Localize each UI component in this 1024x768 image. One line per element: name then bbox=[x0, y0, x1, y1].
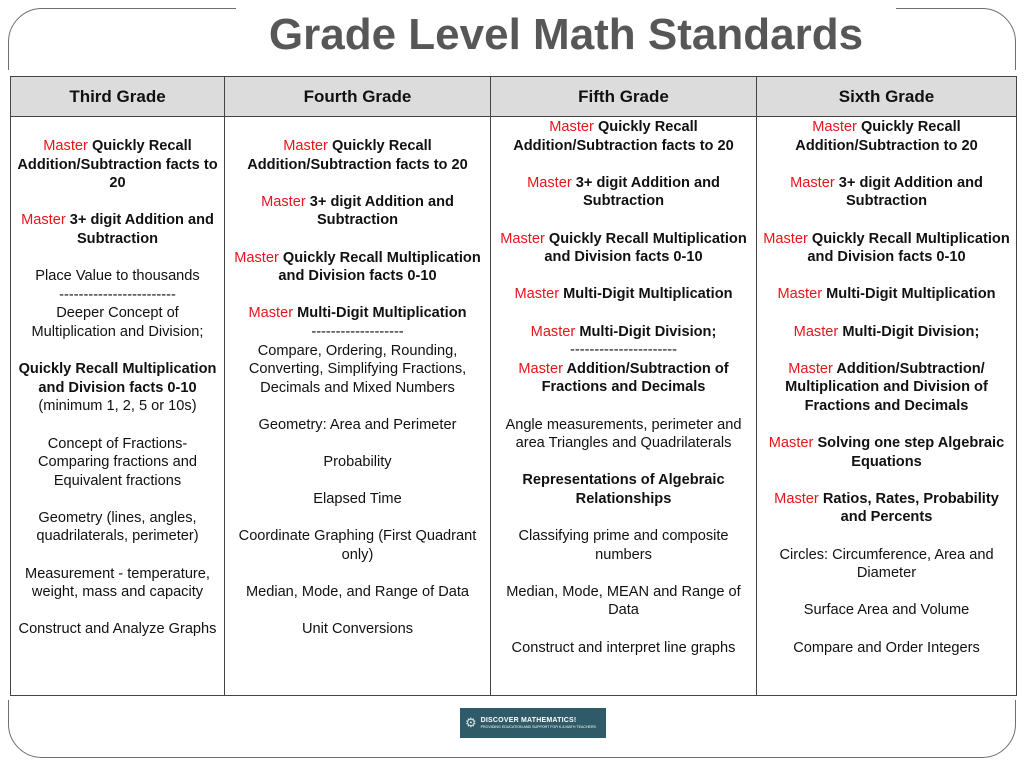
standard-text: Classifying prime and composite numbers bbox=[518, 528, 729, 563]
standard-text: Solving one step Algebraic Equations bbox=[817, 435, 1005, 470]
standards-table bbox=[10, 76, 1017, 696]
standard-item bbox=[760, 285, 1013, 304]
standard-text: Probability bbox=[323, 454, 392, 471]
standard-item bbox=[228, 453, 487, 472]
gears-icon: ⚙ bbox=[465, 715, 477, 730]
standard-text: Addition/Subtraction of Fractions and Decimals bbox=[541, 360, 729, 396]
standard-text: Ratios, Rates, Probability and Percents bbox=[822, 490, 999, 526]
page-title: Grade Level Math Standards bbox=[268, 10, 864, 59]
table-body-row bbox=[11, 117, 1017, 696]
standard-item bbox=[228, 323, 487, 342]
standard-item bbox=[228, 137, 487, 174]
standard-item bbox=[494, 639, 753, 658]
master-label: Master bbox=[763, 230, 808, 247]
master-label: Master bbox=[248, 305, 294, 322]
standard-text: Multi-Digit Multiplication bbox=[297, 305, 467, 322]
standard-item bbox=[14, 304, 221, 341]
standard-text: 3+ digit Addition and Subtraction bbox=[838, 174, 983, 210]
standard-text: Geometry (lines, angles, quadrilaterals, perimeter) bbox=[36, 509, 199, 545]
standard-text: ------------------------ bbox=[59, 286, 176, 303]
standard-item bbox=[494, 471, 753, 508]
standard-text: Deeper Concept of Multiplication and Division; bbox=[31, 305, 204, 340]
discover-mathematics-logo bbox=[460, 708, 606, 738]
standard-item bbox=[760, 601, 1013, 620]
standard-item bbox=[14, 267, 221, 286]
standard-text: Quickly Recall Multiplication and Division facts 0-10 bbox=[18, 361, 217, 396]
standard-item bbox=[760, 546, 1013, 583]
standard-item bbox=[14, 286, 221, 305]
standard-text: Angle measurements, perimeter and area Triangles and Quadrilaterals bbox=[505, 416, 742, 452]
master-label: Master bbox=[21, 212, 66, 229]
standard-text: Quickly Recall Multiplication and Division facts 0-10 bbox=[544, 230, 747, 266]
standards-list bbox=[14, 117, 221, 639]
master-label: Master bbox=[234, 249, 279, 266]
column-header: Fourth Grade bbox=[225, 77, 491, 117]
column-header: Third Grade bbox=[11, 77, 225, 117]
standard-item bbox=[760, 490, 1013, 527]
master-label: Master bbox=[790, 174, 835, 191]
master-label: Master bbox=[530, 323, 576, 340]
standard-text: Median, Mode, MEAN and Range of Data bbox=[506, 583, 741, 619]
standard-text: Quickly Recall Multiplication and Division facts 0-10 bbox=[278, 249, 481, 285]
standard-text: Surface Area and Volume bbox=[803, 602, 970, 619]
grade-column-cell bbox=[11, 117, 225, 696]
logo-name: DISCOVER MATHEMATICS! bbox=[480, 716, 577, 724]
column-header: Fifth Grade bbox=[491, 77, 757, 117]
standard-item bbox=[228, 342, 487, 398]
standard-item bbox=[494, 416, 753, 453]
standard-text: 3+ digit Addition and Subtraction bbox=[69, 212, 214, 247]
standard-item bbox=[494, 230, 753, 267]
column-header: Sixth Grade bbox=[757, 77, 1017, 117]
standard-text: Place Value to thousands bbox=[35, 268, 200, 285]
master-label: Master bbox=[527, 174, 572, 191]
standard-text: 3+ digit Addition and Subtraction bbox=[309, 193, 454, 229]
standard-item bbox=[494, 527, 753, 564]
master-label: Master bbox=[283, 138, 328, 154]
standard-text: Coordinate Graphing (First Quadrant only) bbox=[238, 528, 477, 564]
standard-item bbox=[494, 118, 753, 155]
master-label: Master bbox=[514, 286, 560, 303]
logo-text bbox=[481, 717, 596, 730]
grade-column-cell bbox=[491, 117, 757, 696]
master-label: Master bbox=[774, 490, 819, 507]
standard-text: Quickly Recall Addition/Subtraction to 20 bbox=[795, 119, 978, 154]
standard-item bbox=[14, 137, 221, 193]
standard-item bbox=[228, 620, 487, 639]
standard-text: Measurement - temperature, weight, mass and capacity bbox=[25, 565, 210, 601]
standard-text: Concept of Fractions-Comparing fractions and Equivalent fractions bbox=[38, 435, 197, 489]
standard-item bbox=[14, 620, 221, 639]
standard-text: Multi-Digit Multiplication bbox=[826, 286, 996, 303]
master-label: Master bbox=[788, 360, 833, 377]
standard-item bbox=[228, 249, 487, 286]
grade-column-cell bbox=[757, 117, 1017, 696]
standard-item bbox=[228, 304, 487, 323]
grade-column-cell bbox=[225, 117, 491, 696]
standard-text: Multi-Digit Division; bbox=[579, 323, 717, 340]
standard-item bbox=[494, 174, 753, 211]
master-label: Master bbox=[261, 193, 306, 210]
standard-item bbox=[228, 193, 487, 230]
standard-item bbox=[228, 527, 487, 564]
standard-text: Circles: Circumference, Area and Diameter bbox=[779, 546, 994, 582]
standard-text: Unit Conversions bbox=[301, 621, 414, 638]
standard-item bbox=[14, 509, 221, 546]
master-label: Master bbox=[777, 286, 823, 303]
standard-item bbox=[14, 397, 221, 416]
standards-list bbox=[760, 117, 1013, 657]
standard-item bbox=[14, 360, 221, 397]
standard-item bbox=[14, 435, 221, 491]
standard-text: Quickly Recall Addition/Subtraction facts to 20 bbox=[17, 138, 218, 192]
standard-text: Quickly Recall Addition/Subtraction facts to 20 bbox=[513, 119, 734, 154]
standard-text: ------------------- bbox=[311, 323, 404, 340]
standard-text: Quickly Recall Multiplication and Division facts 0-10 bbox=[807, 230, 1010, 266]
standard-text: (minimum 1, 2, 5 or 10s) bbox=[38, 398, 197, 415]
standard-text: Multi-Digit Division; bbox=[842, 323, 980, 340]
standard-item bbox=[760, 174, 1013, 211]
standard-item bbox=[14, 211, 221, 248]
master-label: Master bbox=[500, 230, 545, 247]
standard-text: Construct and Analyze Graphs bbox=[18, 621, 217, 638]
master-label: Master bbox=[812, 119, 857, 135]
standard-item bbox=[494, 583, 753, 620]
standard-item bbox=[760, 118, 1013, 155]
standard-item bbox=[760, 230, 1013, 267]
standard-text: Geometry: Area and Perimeter bbox=[258, 416, 457, 433]
master-label: Master bbox=[518, 360, 563, 377]
master-label: Master bbox=[43, 138, 88, 154]
standard-item bbox=[760, 323, 1013, 342]
standard-text: Addition/Subtraction/ Multiplication and Division of Fractions and Decimals bbox=[785, 360, 988, 414]
standard-text: Multi-Digit Multiplication bbox=[563, 286, 733, 303]
standard-text: Median, Mode, and Range of Data bbox=[245, 584, 470, 601]
standard-item bbox=[228, 416, 487, 435]
standards-list bbox=[494, 117, 753, 657]
standards-list bbox=[228, 117, 487, 639]
standard-text: Representations of Algebraic Relationships bbox=[522, 472, 725, 507]
logo-tagline: PROVIDING EDUCATION AND SUPPORT FOR K-8 MATH TEACHERS bbox=[480, 724, 596, 729]
standard-item bbox=[494, 341, 753, 360]
standard-item bbox=[14, 565, 221, 602]
standard-text: ---------------------- bbox=[570, 342, 677, 359]
table-header-row bbox=[11, 77, 1017, 117]
master-label: Master bbox=[793, 323, 839, 340]
standard-text: Construct and interpret line graphs bbox=[511, 639, 736, 656]
standard-item bbox=[228, 583, 487, 602]
standard-text: Elapsed Time bbox=[313, 491, 402, 508]
standard-item bbox=[760, 639, 1013, 658]
standard-text: Compare, Ordering, Rounding, Converting, Simplifying Fractions, Decimals and Mixed Numbers bbox=[248, 342, 467, 396]
standard-item bbox=[494, 323, 753, 342]
master-label: Master bbox=[768, 435, 814, 452]
standard-text: Quickly Recall Addition/Subtraction facts to 20 bbox=[247, 138, 468, 173]
standard-item bbox=[494, 285, 753, 304]
standard-item bbox=[760, 434, 1013, 471]
standard-item bbox=[494, 360, 753, 397]
master-label: Master bbox=[549, 119, 594, 135]
standard-text: Compare and Order Integers bbox=[793, 639, 980, 656]
standard-item bbox=[228, 490, 487, 509]
standard-item bbox=[760, 360, 1013, 416]
standard-text: 3+ digit Addition and Subtraction bbox=[575, 174, 720, 210]
